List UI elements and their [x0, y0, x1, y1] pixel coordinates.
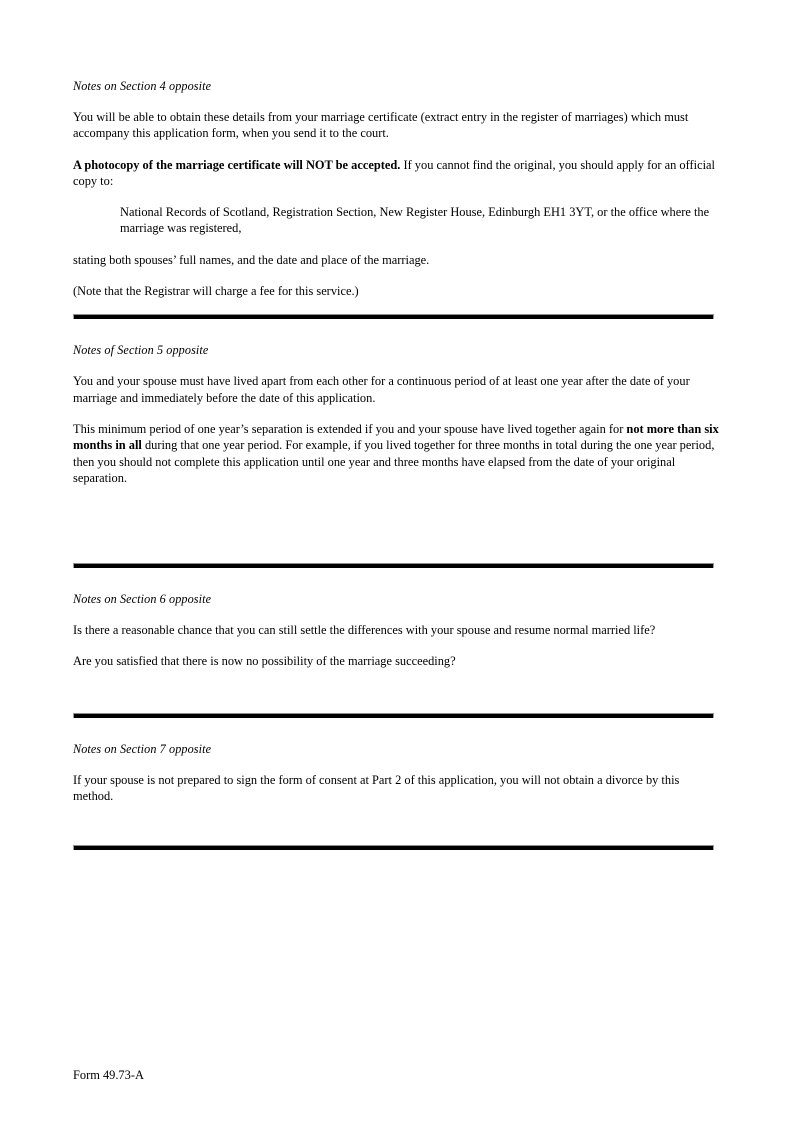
section-4-paragraph-4: (Note that the Registrar will charge a fee for this service.): [73, 284, 359, 299]
notes-content: [73, 79, 720, 850]
spacer-before-divider-4: [73, 819, 720, 845]
form-id-footer: Form 49.73-A: [73, 1068, 144, 1082]
section-divider-4: [73, 845, 714, 850]
section-4-paragraph-1: You will be able to obtain these details from your marriage certificate (extract entry in the register of marriages) which must accompany this application form, when you send it to the court.: [73, 110, 689, 141]
section-6-heading: Notes on Section 6 opposite: [73, 592, 212, 607]
section-5-paragraph-2: [73, 421, 720, 486]
spacer-before-divider-2: [73, 501, 720, 563]
section-5-paragraph-1: You and your spouse must have lived apart from each other for a continuous period of at least one year after the date of your marriage and immediately before the date of this application.: [73, 374, 690, 405]
six-months-bold: not more than six months in all: [73, 421, 719, 453]
section-5-heading: Notes of Section 5 opposite: [73, 343, 209, 358]
notes-section-6: [73, 592, 720, 670]
section-4-heading: Notes on Section 4 opposite: [73, 79, 212, 93]
spacer-before-divider-3: [73, 685, 720, 713]
section-6-paragraph-1: Is there a reasonable chance that you can still settle the differences with your spouse and resume normal married life?: [73, 623, 656, 638]
six-months-post: during that one year period. For example, if you lived together for three months in total during the one year period, then you should not complete this application until one year and three months have elapsed from the date of your original separation.: [73, 438, 715, 485]
spacer-after-divider-2: [73, 568, 720, 592]
section-6-paragraph-2: Are you satisfied that there is now no possibility of the marriage succeeding?: [73, 654, 456, 669]
spacer-after-divider-3: [73, 718, 720, 742]
section-4-paragraph-3: stating both spouses’ full names, and the date and place of the marriage.: [73, 252, 430, 267]
notes-section-4: [73, 79, 720, 299]
notes-section-5: [73, 343, 720, 486]
photocopy-warning-rest: If you cannot find the original, you should apply for an official copy to:: [73, 157, 715, 188]
notes-section-7: [73, 742, 720, 805]
photocopy-warning-bold: A photocopy of the marriage certificate will NOT be accepted.: [73, 157, 401, 172]
section-7-paragraph-1: If your spouse is not prepared to sign the form of consent at Part 2 of this application, you will not obtain a divorce by this method.: [73, 772, 680, 804]
spacer-after-divider-1: [73, 319, 720, 343]
six-months-pre: This minimum period of one year’s separation is extended if you and your spouse have lived together again for: [73, 421, 627, 436]
section-4-paragraph-2: [73, 157, 720, 190]
section-7-heading: Notes on Section 7 opposite: [73, 741, 212, 756]
registry-address-block: National Records of Scotland, Registration Section, New Register House, Edinburgh EH1 3YT, or the office where the marriage was registered,: [120, 205, 710, 236]
